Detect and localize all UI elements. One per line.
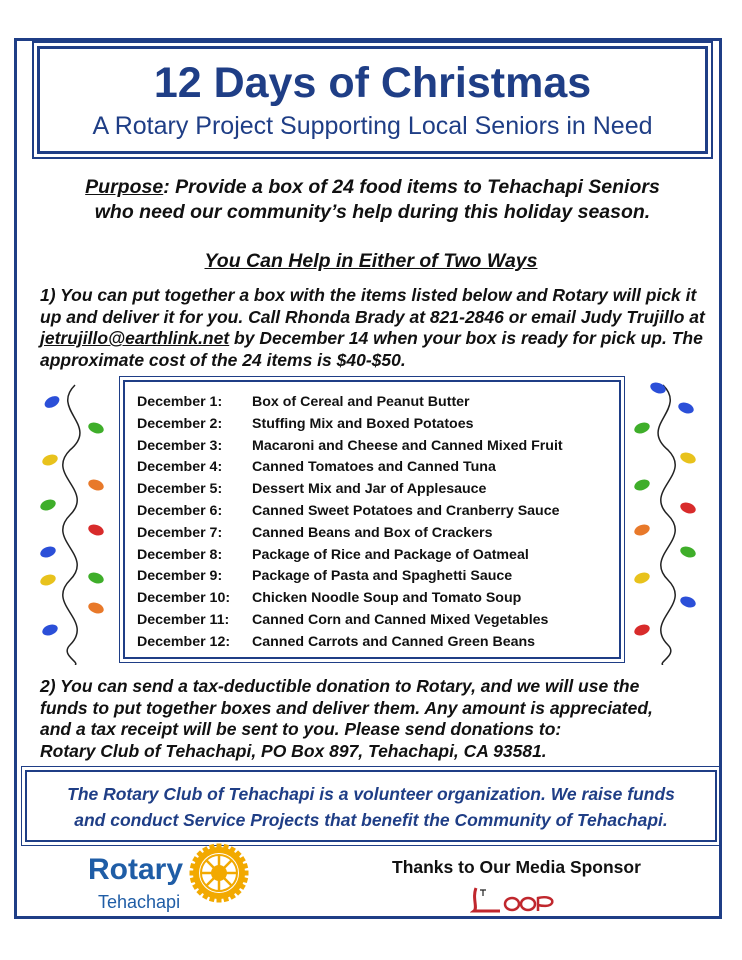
schedule-items: Package of Rice and Package of Oatmeal xyxy=(252,546,529,563)
schedule-row xyxy=(137,457,563,479)
schedule-items: Canned Corn and Canned Mixed Vegetables xyxy=(252,611,549,628)
purpose-label: Purpose xyxy=(85,176,164,198)
light-bulb-icon xyxy=(633,523,651,538)
light-bulb-icon xyxy=(87,478,105,493)
page-subtitle: A Rotary Project Supporting Local Seniors in Need xyxy=(92,112,653,140)
light-bulb-icon xyxy=(679,595,697,610)
light-bulb-icon xyxy=(87,523,105,538)
schedule-list xyxy=(137,392,563,654)
light-bulb-icon xyxy=(633,421,651,436)
schedule-row xyxy=(137,632,563,654)
schedule-items: Macaroni and Cheese and Canned Mixed Fruit xyxy=(252,437,563,454)
schedule-items: Package of Pasta and Spaghetti Sauce xyxy=(252,568,513,585)
schedule-items: Chicken Noodle Soup and Tomato Soup xyxy=(252,590,522,607)
schedule-items: Box of Cereal and Peanut Butter xyxy=(252,394,470,410)
schedule-row xyxy=(137,501,563,523)
schedule-row xyxy=(137,392,563,414)
light-bulb-icon xyxy=(633,478,651,493)
schedule-row xyxy=(137,566,563,588)
footer-line1: The Rotary Club of Tehachapi is a volunteer organization. We raise funds xyxy=(67,784,675,804)
light-bulb-icon xyxy=(679,501,697,516)
light-bulb-icon xyxy=(39,545,57,560)
option-two-paragraph xyxy=(40,676,716,762)
schedule-day: December 1: xyxy=(137,394,223,410)
light-bulb-icon xyxy=(43,394,62,411)
schedule-items: Canned Carrots and Canned Green Beans xyxy=(252,633,536,650)
schedule-row xyxy=(137,588,563,610)
light-bulb-icon xyxy=(41,453,59,468)
schedule-day: December 7: xyxy=(137,524,223,541)
schedule-items: Canned Tomatoes and Canned Tuna xyxy=(252,459,496,476)
option-one-paragraph xyxy=(40,285,716,371)
purpose-statement xyxy=(40,175,705,225)
schedule-items: Canned Sweet Potatoes and Cranberry Sauce xyxy=(252,502,560,519)
schedule-day: December 2: xyxy=(137,415,223,432)
light-bulb-icon xyxy=(679,545,697,560)
light-bulb-icon xyxy=(39,498,57,513)
schedule-day: December 10: xyxy=(137,590,231,607)
club-footer-box xyxy=(25,770,717,842)
page-title: 12 Days of Christmas xyxy=(153,59,592,107)
schedule-day: December 4: xyxy=(137,459,223,476)
schedule-day: December 12: xyxy=(137,633,231,650)
light-bulb-icon xyxy=(41,623,59,638)
schedule-row xyxy=(137,436,563,458)
light-bulb-icon xyxy=(679,451,697,466)
schedule-row xyxy=(137,414,563,436)
light-bulb-icon xyxy=(649,381,667,396)
rotary-wheel-icon xyxy=(188,842,250,904)
media-sponsor-text: Thanks to Our Media Sponsor xyxy=(392,857,641,877)
option-one-text-end: by December 14 when your box is ready for pick up. The approximate cost of the 24 items is $40-$50. xyxy=(40,328,703,370)
purpose-line1: : Provide a box of 24 food items to Tehachapi Seniors xyxy=(163,176,660,198)
christmas-lights-left xyxy=(30,380,110,665)
purpose-line2: who need our community’s help during this holiday season. xyxy=(94,201,651,223)
schedule-day: December 8: xyxy=(137,546,223,563)
schedule-row xyxy=(137,523,563,545)
light-bulb-icon xyxy=(87,601,105,616)
option-two-line2: funds to put together boxes and deliver them. Any amount is appreciated, xyxy=(40,697,653,718)
schedule-row xyxy=(137,610,563,632)
light-bulb-icon xyxy=(633,571,651,586)
schedule-day: December 6: xyxy=(137,502,223,519)
schedule-day: December 11: xyxy=(137,611,230,628)
rotary-city-text: Tehachapi xyxy=(98,892,181,912)
christmas-lights-right xyxy=(628,380,708,665)
option-two-line1: 2) You can send a tax-deductible donation to Rotary, and we will use the xyxy=(40,676,640,696)
light-bulb-icon xyxy=(39,573,57,588)
light-bulb-icon xyxy=(633,623,651,638)
option-two-line4: Rotary Club of Tehachapi, PO Box 897, Tehachapi, CA 93581. xyxy=(40,740,547,761)
light-bulb-icon xyxy=(87,571,105,586)
option-two-line3: and a tax receipt will be sent to you. Please send donations to: xyxy=(40,719,562,739)
the-loop-logo xyxy=(470,884,562,914)
light-bulb-icon xyxy=(677,401,695,416)
ways-heading: You Can Help in Either of Two Ways xyxy=(204,250,538,272)
footer-line2: and conduct Service Projects that benefit the Community of Tehachapi. xyxy=(74,810,668,830)
club-footer-text xyxy=(33,781,709,833)
email-link[interactable]: jetrujillo@earthlink.net xyxy=(40,328,230,348)
schedule-items: Stuffing Mix and Boxed Potatoes xyxy=(252,415,474,432)
schedule-row xyxy=(137,479,563,501)
schedule-day: December 5: xyxy=(137,481,223,498)
title-banner xyxy=(37,46,708,154)
schedule-row xyxy=(137,545,563,567)
schedule-items: Dessert Mix and Jar of Applesauce xyxy=(252,481,487,498)
schedule-box xyxy=(123,380,621,659)
schedule-day: December 3: xyxy=(137,437,223,454)
rotary-logo-text: Rotary xyxy=(88,853,184,886)
schedule-items: Canned Beans and Box of Crackers xyxy=(252,524,493,541)
option-one-text: 1) You can put together a box with the items listed below and Rotary will pick it up and deliver it for you. Call Rhonda Brady at 821-2846 or email Judy Trujillo at xyxy=(40,285,705,327)
schedule-day: December 9: xyxy=(137,568,223,585)
light-bulb-icon xyxy=(87,421,105,436)
